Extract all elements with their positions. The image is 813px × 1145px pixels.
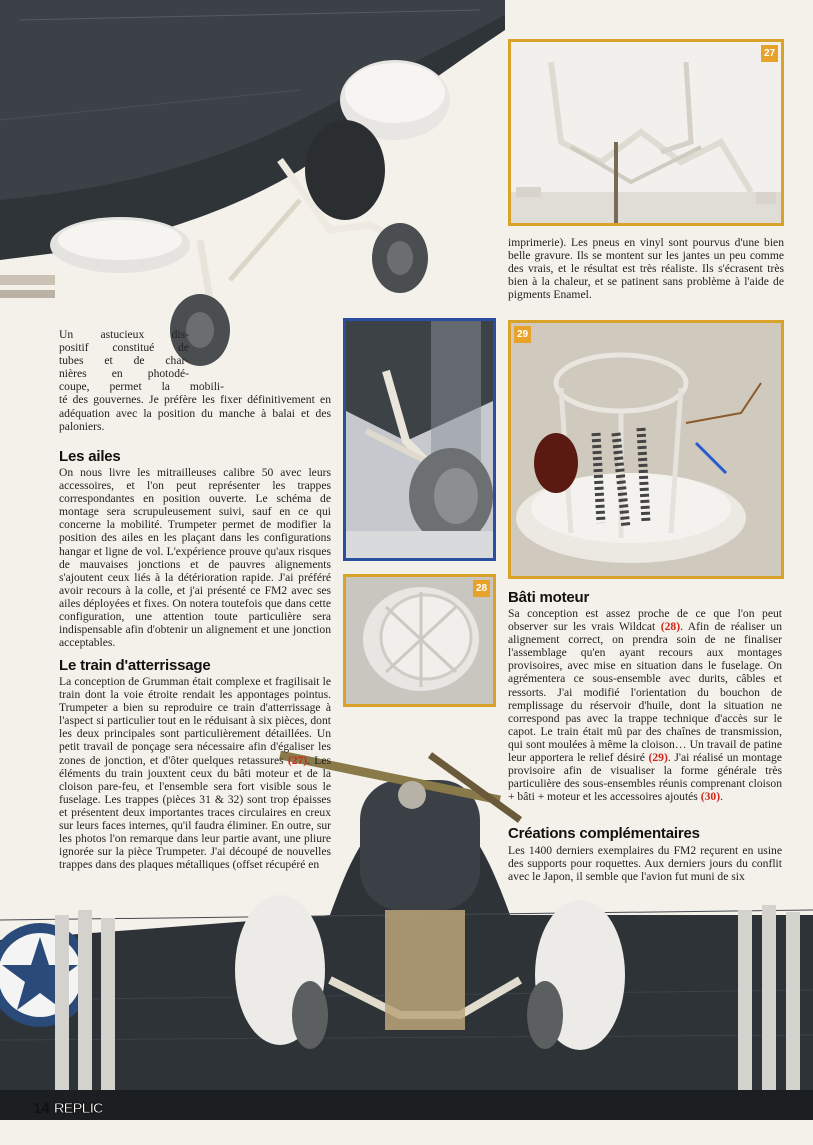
bati-paragraph xyxy=(508,607,782,803)
caption-line-4: nières en photodé- xyxy=(59,367,189,381)
section-heading-creations: Créations complémentaires xyxy=(508,825,700,842)
ref-30: (30) xyxy=(700,790,721,804)
bati-text-b: . Afin de réaliser un alignement correct, on prendra soin de ne finaliser l'assemblage qu'en ayant recours aux montages provisoires, avec mise en situation dans le fuselage. On agrémentera ce sous-ensemble avec durits, câbles et ressorts. J'ai modifié l'orientation du bouchon de remplissage du réservoir d'huile, dont la situation ne correspond pas avec la trappe technique d'accès sur le capot. Le train était mû par des chaînes de transmission, qui sont moulées à même la cloison… Un travail de patine leur apportera le relief désiré xyxy=(508,620,782,765)
ref-27: (27) xyxy=(287,753,308,767)
caption-line-2: positif constitué de xyxy=(59,341,189,355)
wheel-photo xyxy=(343,318,496,561)
caption-rest: té des gouvernes. Je préfère les fixer définitivement en adéquation avec la position du manche à balai et des paloniers. xyxy=(59,393,331,433)
ref-29: (29) xyxy=(648,751,668,765)
magazine-logo: REPLIC xyxy=(53,1100,103,1117)
train-paragraph xyxy=(59,675,331,871)
section-body-bati xyxy=(508,607,782,803)
train-text-a: La conception de Grumman était complexe et fragilisait le train dont la voie étroite rendait les appontages pointus. Trumpeter a bien su reproduire ce train d'atterrissage à l'aspect si particulier tout en le réduisant à six pièces, dont les deux principales sont particulièrement détaillées. Un petit travail de ponçage sera nécessaire afin d'égaliser les zones de jonction, et d'ôter quelques retassures xyxy=(59,675,331,767)
photo-number-29: 29 xyxy=(514,326,531,343)
ailes-paragraph: On nous livre les mitrailleuses calibre 50 avec leurs accessoires, et l'on peut représenter les trappes correspondantes en position ouverte. Le schéma de montage sera scrupuleusement suivi, sauf en ce qui concerne la mobilité. Trumpeter permet de modifier la position des ailes en les plaçant dans les configurations hangar et ligne de vol. L'expérience prouve qu'aux risques de mauvaises jonctions et de pauvres alignements s'ajoutent ceux liés à la détérioration rapide. J'ai préféré avoir recours à la colle, et j'ai présenté ce FM2 avec ses ailes déployées et fixes. On notera toutefois que dans cette configuration, une attention toute particulière sera indispensable afin d'obtenir un alignement et une jonction acceptables. xyxy=(59,466,331,650)
photo-29 xyxy=(508,320,784,579)
caption-line-5: coupe, permet la mobili- xyxy=(59,380,224,394)
section-body-train xyxy=(59,675,331,871)
train-text-b: . Les éléments du train jouxtent ceux du bâti moteur et de la cloison pare-feu, et l'ensemble sera fort visible sous le fuselage. Les trappes (pièces 31 & 32) sont trop épaisses et présentent deux importantes traces circulaires en creux sur leurs faces internes, qu'il faudra éliminer. En outre, sur les photos l'on remarque dans leur partie avant, une pliure ignorée sur la pièce Trumpeter. J'ai découpé de nouvelles trappes dans des plaques métalliques (offset récupéré en xyxy=(59,753,331,872)
page-number: 14 xyxy=(33,1100,50,1117)
page-footer xyxy=(33,1100,103,1117)
photo-caption xyxy=(59,328,331,433)
creations-paragraph: Les 1400 derniers exemplaires du FM2 reçurent en usine des supports pour roquettes. Aux derniers jours du conflit avec le Japon, il semble que l'avion fut muni de six xyxy=(508,844,782,884)
right-top-text xyxy=(508,236,784,301)
bati-text-c: . J'ai réalisé un montage provisoire afin de visualiser la forme générale très particulière des sous-ensembles réunis comprenant cloison + bâti + moteur et les accessoires ajoutés xyxy=(508,751,782,804)
section-heading-bati: Bâti moteur xyxy=(508,589,590,606)
section-heading-train: Le train d'atterrissage xyxy=(59,657,211,674)
landing-gear-photo xyxy=(0,0,505,370)
bati-text-d: . xyxy=(720,790,723,804)
section-body-creations xyxy=(508,844,782,883)
caption-line-3: tubes et de char- xyxy=(59,354,189,368)
photo-27 xyxy=(508,39,784,226)
caption-line-1: Un astucieux dis- xyxy=(59,328,189,341)
ref-28: (28) xyxy=(660,620,681,634)
section-heading-ailes: Les ailes xyxy=(59,448,121,465)
photo-number-28: 28 xyxy=(473,580,490,597)
section-body-ailes xyxy=(59,466,331,649)
photo-number-27: 27 xyxy=(761,45,778,62)
photo-28 xyxy=(343,574,496,707)
right-top-paragraph: imprimerie). Les pneus en vinyl sont pourvus d'une bien belle gravure. Ils se montent sur les jantes un peu comme des vrais, et le résultat est très réaliste. Ils s'écrasent très bien à la chaleur, et se patinent sans problème à l'aide de pigments Enamel. xyxy=(508,236,784,302)
bati-text-a: Sa conception est assez proche de ce que l'on peut observer sur les vrais Wildcat xyxy=(508,607,782,634)
